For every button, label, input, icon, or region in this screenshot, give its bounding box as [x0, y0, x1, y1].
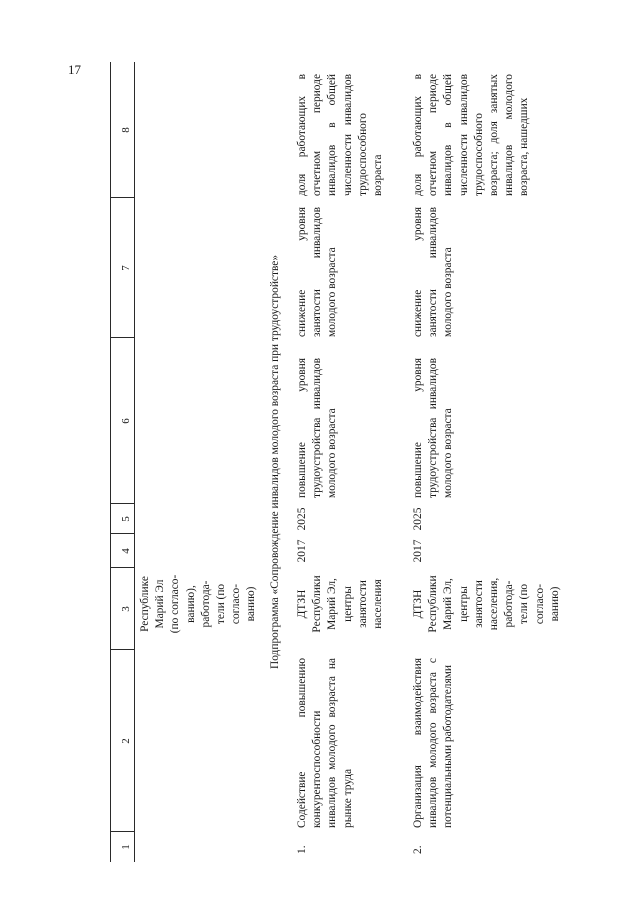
page-number: 17: [68, 62, 81, 77]
subprogram-title: Подпрограмма «Сопровождение инвалидов молодого возраста при трудоустройстве»: [269, 254, 281, 670]
row-1-executor: ДТЗН Республики Марий Эл, центры занятости населения: [296, 575, 385, 633]
column-number-6: 6: [120, 418, 132, 424]
row-2-measure-name: Организация взаимодействия инвалидов молодого возраста с потенциальными работодателями: [412, 658, 455, 828]
header-divider-2: [110, 649, 134, 650]
row-2-expected-result: повышение уровня трудоустройства инвалидов молодого возраста: [412, 358, 455, 498]
rotated-table-page: [100, 62, 639, 862]
row-2-number: 2.: [412, 845, 424, 854]
header-bottom-line: [134, 62, 135, 862]
row-1-start-year: 2017: [296, 539, 308, 563]
column-number-1: 1: [120, 844, 132, 850]
row-1-indicator: доля работающих в отчетном периоде инвалидов в общей численности инвалидов трудоспособного возраста: [296, 74, 385, 196]
column-number-5: 5: [120, 516, 132, 522]
header-divider-7: [110, 197, 134, 198]
column-number-4: 4: [120, 548, 132, 554]
row-1-consequence: снижение уровня занятости инвалидов молодого возраста: [296, 207, 339, 337]
column-number-7: 7: [120, 265, 132, 271]
column-number-8: 8: [120, 127, 132, 133]
row-1-expected-result: повышение уровня трудоустройства инвалидов молодого возраста: [296, 358, 339, 498]
header-divider-6: [110, 337, 134, 338]
row-1-number: 1.: [296, 845, 308, 854]
row-2-indicator: доля работающих в отчетном периоде инвалидов в общей численности инвалидов трудоспособного возраста; доля занятых инвалидов молодого возраста, нашедших: [412, 74, 531, 196]
column-number-3: 3: [120, 606, 132, 612]
row-1-end-year: 2025: [296, 507, 308, 531]
header-top-line: [110, 62, 111, 862]
carryover-executor-cell: Республике Марий Эл (по согласо-ванию), работода-тели (по согласо-ванию): [139, 574, 258, 634]
row-2-executor: ДТЗН Республики Марий Эл, центры занятости населения, работода-тели (по согласо-ванию): [412, 575, 561, 633]
row-2-start-year: 2017: [412, 539, 424, 563]
column-number-2: 2: [120, 738, 132, 744]
row-1-measure-name: Содействие повышению конкурентоспособности инвалидов молодого возраста на рынке труда: [296, 658, 354, 828]
row-2-consequence: снижение уровня занятости инвалидов молодого возраста: [412, 207, 455, 337]
row-2-end-year: 2025: [412, 507, 424, 531]
